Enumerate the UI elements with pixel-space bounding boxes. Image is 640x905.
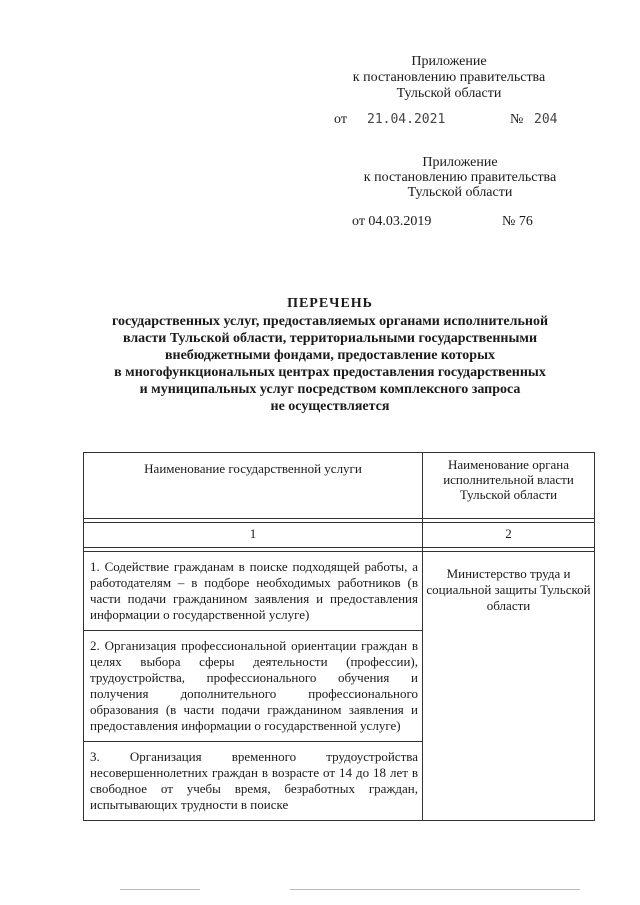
order-date: 21.04.2021 — [367, 112, 446, 127]
previous-order-number: № 76 — [502, 214, 533, 229]
column-header-service: Наименование государственной услуги — [84, 453, 423, 519]
column-number: 1 — [84, 523, 423, 548]
title-line: в многофункциональных центрах предоставления государственных — [114, 365, 546, 380]
column-number: 2 — [423, 523, 595, 548]
title-main: ПЕРЕЧЕНЬ — [287, 296, 373, 311]
order-number: 204 — [534, 112, 558, 127]
appendix-header — [330, 54, 568, 102]
table-row — [84, 552, 595, 631]
service-name: 2. Организация профессиональной ориентации граждан в целях выбора сферы деятельности (профессии), трудоустройства, профессионального обучения и получения дополнительного профессионального образования (в части подачи гражданином заявления и предоставления информации о государственной услуге) — [84, 631, 423, 742]
column-header-organization: Наименование органа исполнительной власти Тульской области — [423, 453, 595, 519]
scan-artifact-line — [290, 889, 580, 890]
previous-order-date: от 04.03.2019 — [352, 214, 432, 229]
previous-appendix-resolution-line: к постановлению правительства — [363, 170, 557, 185]
previous-appendix-header — [350, 155, 570, 200]
appendix-region-line: Тульской области — [396, 86, 502, 101]
previous-appendix-region-line: Тульской области — [407, 185, 513, 200]
title-line: и муниципальных услуг посредством комплексного запроса — [139, 382, 521, 397]
title-line: внебюджетными фондами, предоставление которых — [164, 348, 496, 363]
order-number-label: № — [510, 112, 524, 127]
appendix-label: Приложение — [411, 54, 487, 69]
previous-appendix-label: Приложение — [422, 155, 498, 170]
organization-name: Министерство труда и социальной защиты Тульской области — [423, 552, 595, 821]
service-name: 1. Содействие гражданам в поиске подходящей работы, а работодателям – в подборе необходимых работников (в части подачи гражданином заявления и предоставления информации о государственной услуге) — [84, 552, 423, 631]
service-name: 3. Организация временного трудоустройства несовершеннолетних граждан в возрасте от 14 до 18 лет в свободное от учебы время, безработных граждан, испытывающих трудности в поиске — [84, 742, 423, 821]
title-line: власти Тульской области, территориальными государственными — [122, 331, 538, 346]
order-prefix: от — [334, 112, 347, 127]
scan-artifact-line — [120, 889, 200, 890]
appendix-resolution-line: к постановлению правительства — [352, 70, 546, 85]
table-header-row — [84, 453, 595, 519]
document-title — [80, 295, 580, 415]
title-line: государственных услуг, предоставляемых органами исполнительной — [111, 314, 549, 329]
title-line: не осуществляется — [270, 399, 390, 414]
column-number-row — [84, 523, 595, 548]
services-table — [83, 452, 595, 821]
